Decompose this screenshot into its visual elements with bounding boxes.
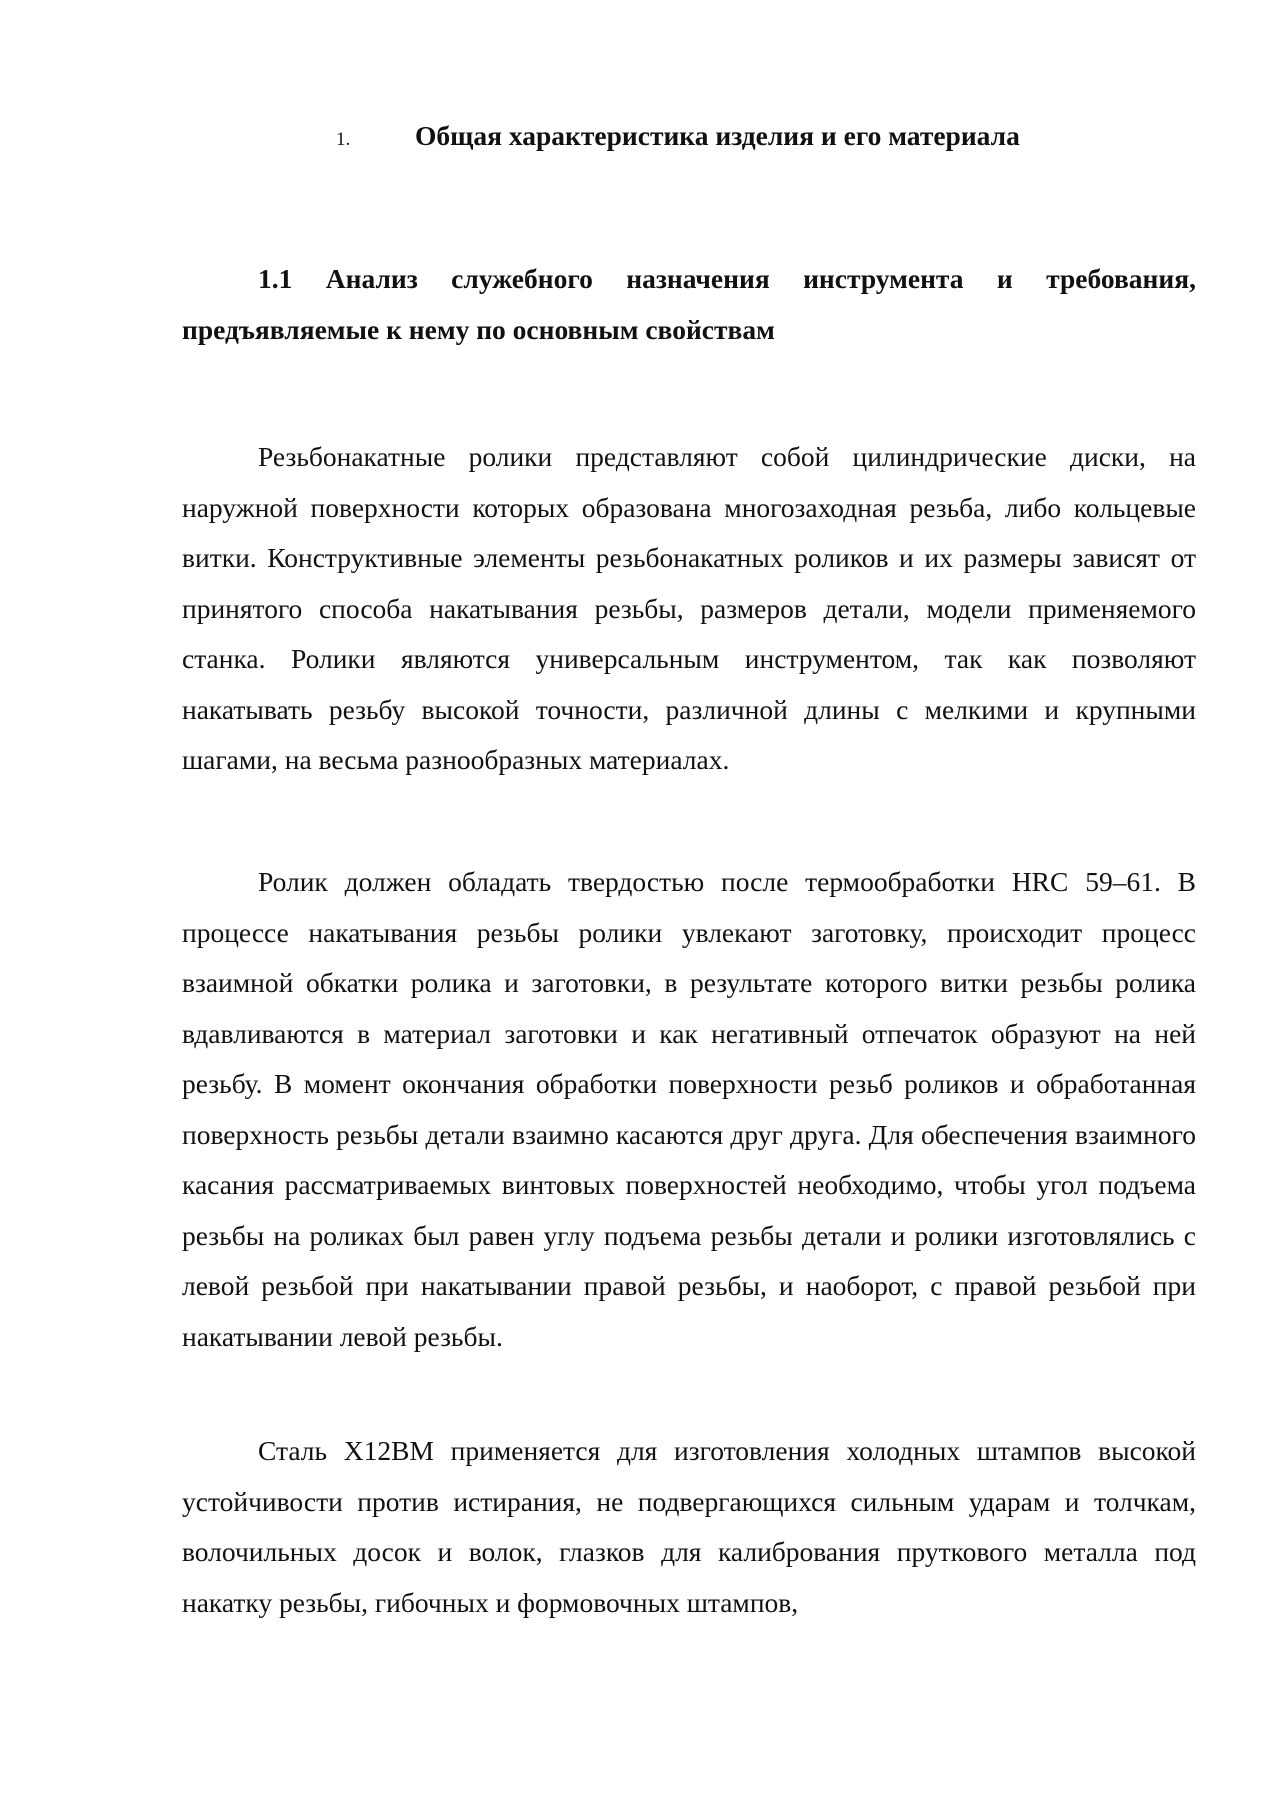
section-heading: [182, 120, 1196, 160]
section-title: Общая характеристика изделия и его материала: [415, 120, 1020, 151]
paragraph-1: Резьбонакатные ролики представляют собой цилиндрические диски, на наружной поверхности которых образована многозаходная резьба, либо кольцевые витки. Конструктивные элементы резьбонакатных роликов и их размеры зависят от принятого способа накатывания резьбы, размеров детали, модели применяемого станка. Ролики являются универсальным инструментом, так как позволяют накатывать резьбу высокой точности, различной длины с мелкими и крупными шагами, на весьма разнообразных материалах.: [182, 441, 1196, 775]
paragraph-3: Сталь Х12ВМ применяется для изготовления холодных штампов высокой устойчивости против истирания, не подвергающихся сильным ударам и толчкам, волочильных досок и волок, глазков для калибрования пруткового металла под накатку резьбы, гибочных и формовочных штампов,: [182, 1435, 1196, 1618]
subsection-heading: 1.1 Анализ служебного назначения инструмента и требования, предъявляемые к нему по основным свойствам: [182, 263, 1196, 345]
section-number: 1.: [336, 129, 351, 150]
paragraph-2: Ролик должен обладать твердостью после термообработки HRC 59–61. В процессе накатывания резьбы ролики увлекают заготовку, происходит процесс взаимной обкатки ролика и заготовки, в результате которого витки резьбы ролика вдавливаются в материал заготовки и как негативный отпечаток образуют на ней резьбу. В момент окончания обработки поверхности резьб роликов и обработанная поверхность резьбы детали взаимно касаются друг друга. Для обеспечения взаимного касания рассматриваемых винтовых поверхностей необходимо, чтобы угол подъема резьбы на роликах был равен углу подъема резьбы детали и ролики изготовлялись с левой резьбой при накатывании правой резьбы, и наоборот, с правой резьбой при накатывании левой резьбы.: [182, 866, 1196, 1352]
